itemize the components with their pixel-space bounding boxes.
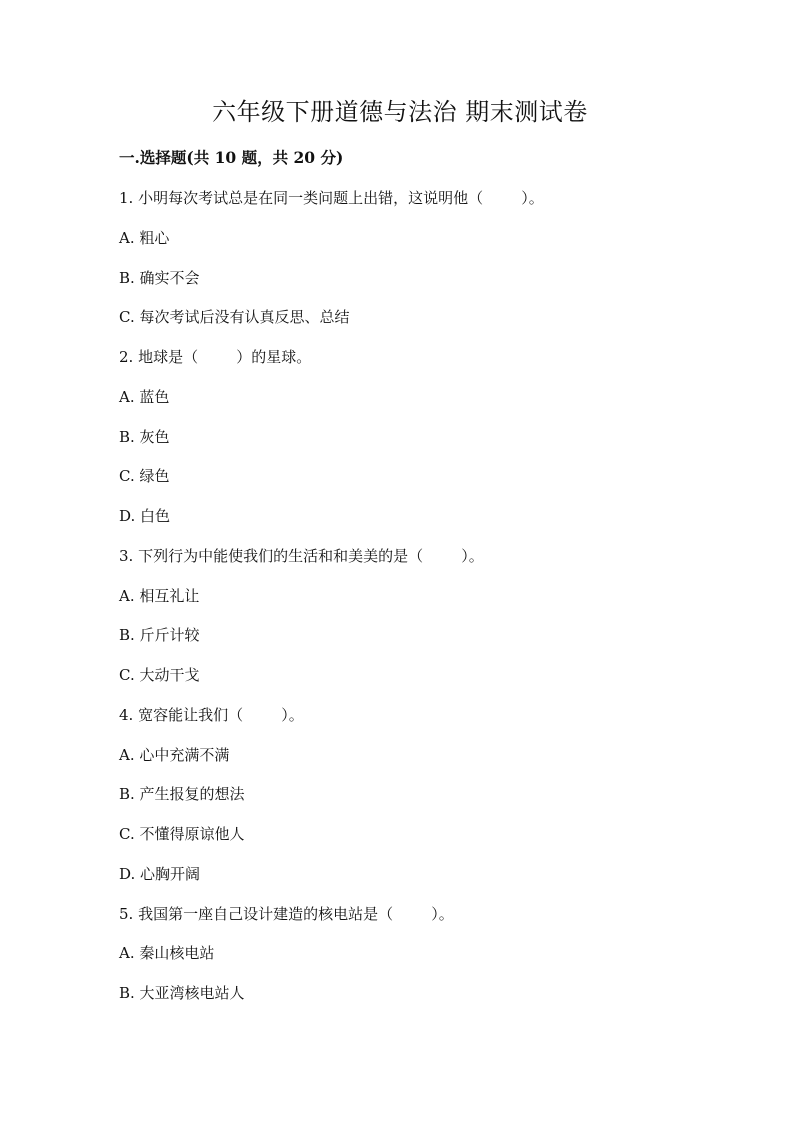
section-heading: 一.选择题(共 10 题，共 20 分): [119, 148, 344, 167]
question-5-option-b: B. 大亚湾核电站人: [119, 984, 245, 1002]
question-1-stem: 1. 小明每次考试总是在同一类问题上出错，这说明他（ ）。: [119, 189, 544, 207]
question-3-stem: 3. 下列行为中能使我们的生活和和美美的是（ ）。: [119, 546, 484, 565]
question-3-option-a: A. 相互礼让: [119, 586, 200, 605]
question-2-option-d: D. 白色: [119, 507, 171, 525]
question-1-option-c: C. 每次考试后没有认真反思、总结: [119, 308, 350, 327]
question-2-option-b: B. 灰色: [119, 427, 170, 446]
question-3-option-c: C. 大动干戈: [119, 666, 200, 684]
question-4-option-b: B. 产生报复的想法: [119, 785, 245, 804]
question-5-stem: 5. 我国第一座自己设计建造的核电站是（ ）。: [119, 904, 454, 923]
question-4-stem: 4. 宽容能让我们（ ）。: [119, 705, 304, 724]
question-1-option-a: A. 粗心: [119, 228, 170, 247]
page-title: 六年级下册道德与法治 期末测试卷: [212, 98, 588, 126]
question-2-stem: 2. 地球是（ ）的星球。: [119, 348, 312, 366]
question-3-option-b: B. 斤斤计较: [119, 626, 200, 645]
question-2-option-c: C. 绿色: [119, 467, 170, 486]
question-4-option-d: D. 心胸开阔: [119, 864, 201, 883]
question-4-option-c: C. 不懂得原谅他人: [119, 825, 245, 843]
question-5-option-a: A. 秦山核电站: [119, 944, 215, 963]
question-list: [119, 186, 759, 1021]
question-4-option-a: A. 心中充满不满: [119, 745, 230, 764]
question-1-option-b: B. 确实不会: [119, 268, 200, 287]
question-2-option-a: A. 蓝色: [119, 387, 170, 406]
